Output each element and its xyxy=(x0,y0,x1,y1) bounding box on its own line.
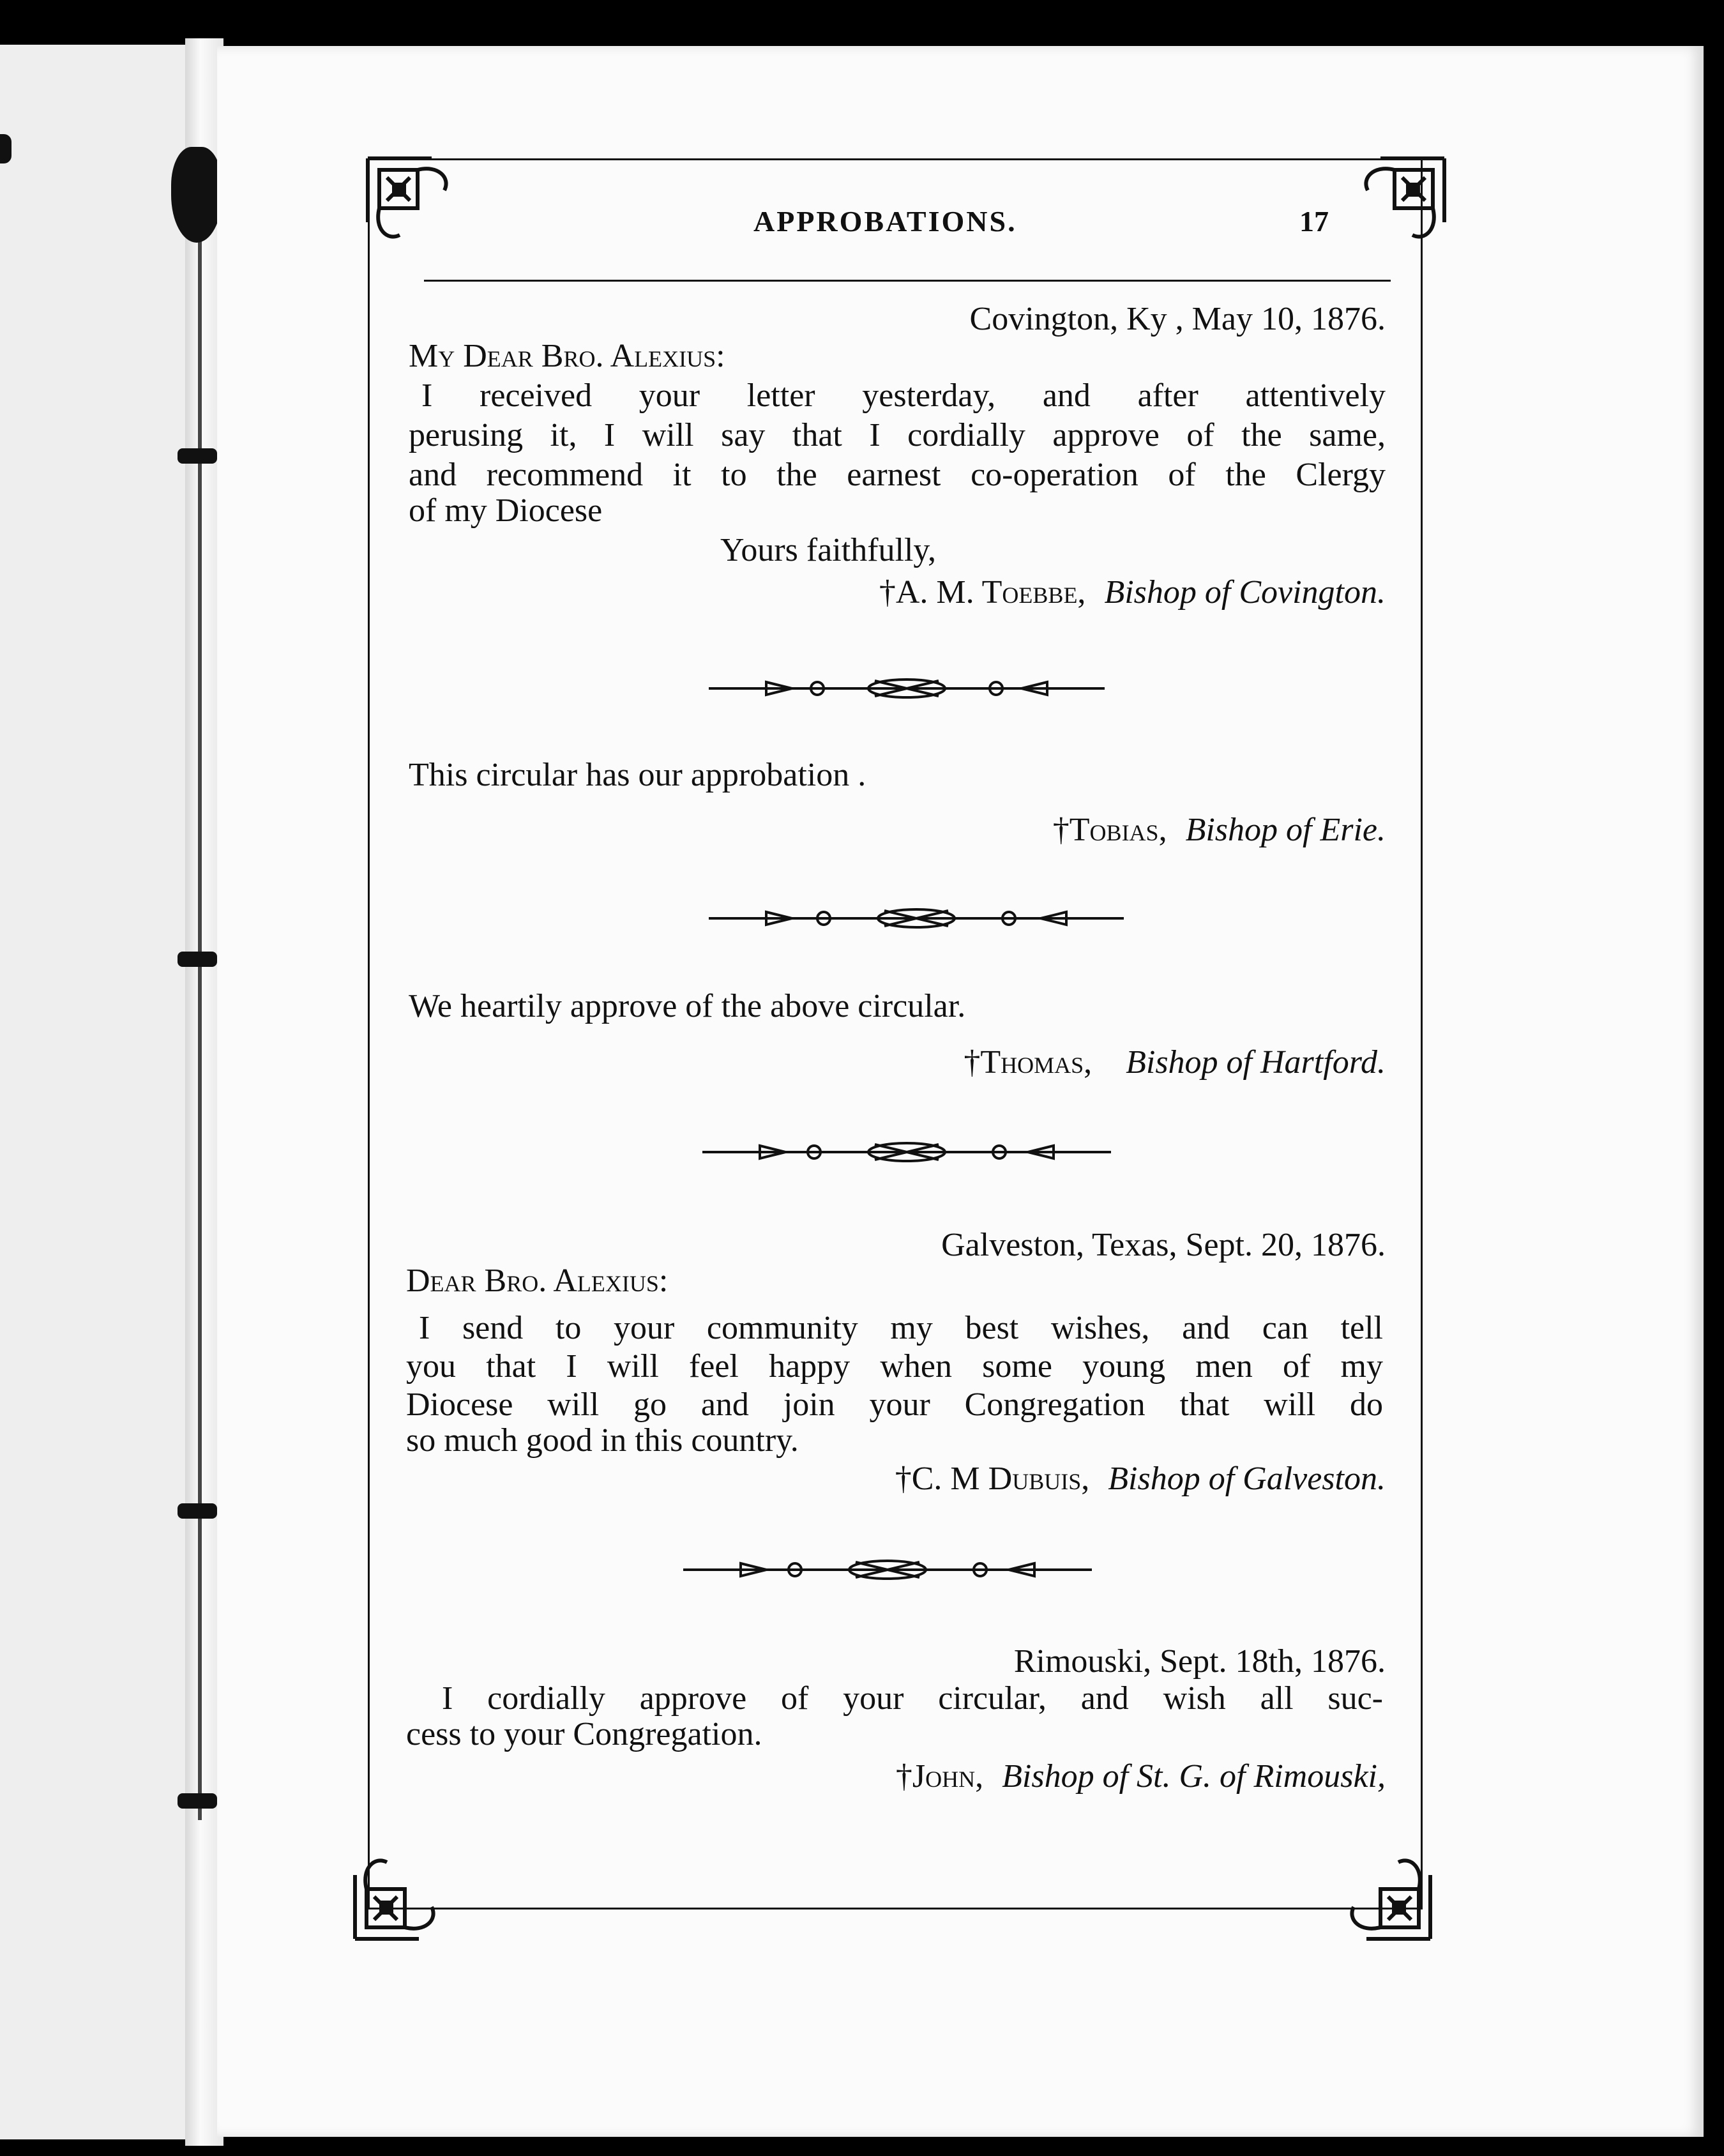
letter-1-line-4: of my Diocese xyxy=(409,492,603,529)
letter-5-signature xyxy=(409,1757,1386,1796)
binding-mark xyxy=(0,134,11,163)
letter-4-signature xyxy=(409,1460,1386,1498)
letter-5-signer-title: Bishop of St. G. of Rimouski, xyxy=(1002,1758,1386,1795)
letter-2-signer-title: Bishop of Erie. xyxy=(1185,812,1386,848)
letter-2-signature xyxy=(409,811,1386,849)
letter-2-line-1: This circular has our approbation . xyxy=(409,757,866,793)
letter-3-signature xyxy=(409,1044,1386,1082)
letter-1-signer: †A. M. Toebbe, xyxy=(879,574,1086,611)
running-title: APPROBATIONS. xyxy=(753,205,1017,238)
ornamental-divider xyxy=(709,676,1105,701)
binding-stitch xyxy=(178,952,217,967)
letter-4-line-2: you that I will feel happy when some young men of my xyxy=(406,1348,1383,1385)
binding-stitch xyxy=(178,1793,217,1809)
letter-1-signature xyxy=(409,573,1386,612)
letter-1-line-3: and recommend it to the earnest co-operation of the Clergy xyxy=(409,457,1386,493)
letter-5-place-date: Rimouski, Sept. 18th, 1876. xyxy=(1013,1643,1386,1680)
letter-4-place-date: Galveston, Texas, Sept. 20, 1876. xyxy=(941,1227,1386,1263)
corner-ornament-top-left xyxy=(355,146,483,273)
letter-4-signer: †C. M Dubuis, xyxy=(895,1461,1090,1497)
corner-ornament-bottom-right xyxy=(1315,1824,1443,1952)
letter-4-salutation: Dear Bro. Alexius: xyxy=(406,1263,669,1299)
letter-5-line-1: I cordially approve of your circular, and wish all suc- xyxy=(442,1680,1383,1717)
letter-4-line-1: I send to your community my best wishes, and can tell xyxy=(419,1310,1383,1346)
binding-stitch xyxy=(178,448,217,464)
ornamental-divider xyxy=(702,1139,1111,1165)
letter-1-closing: Yours faithfully, xyxy=(720,532,937,568)
running-head xyxy=(753,204,1392,255)
letter-3-line-1: We heartily approve of the above circular. xyxy=(409,988,966,1024)
letter-1-place-date: Covington, Ky , May 10, 1876. xyxy=(969,301,1386,337)
letter-1-line-1: I received your letter yesterday, and after attentively xyxy=(421,377,1386,414)
letter-1-line-2: perusing it, I will say that I cordially approve of the same, xyxy=(409,417,1386,453)
ornamental-divider xyxy=(683,1557,1092,1583)
corner-ornament-bottom-left xyxy=(342,1824,470,1952)
header-rule xyxy=(424,280,1391,282)
letter-4-line-4: so much good in this country. xyxy=(406,1422,799,1459)
letter-5-signer: †John, xyxy=(895,1758,984,1795)
page-number: 17 xyxy=(1299,205,1329,238)
letter-4-line-3: Diocese will go and join your Congregation that will do xyxy=(406,1386,1383,1423)
binding-blot xyxy=(171,147,222,243)
letter-3-signer: †Thomas, xyxy=(964,1044,1093,1081)
letter-3-signer-title: Bishop of Hartford. xyxy=(1126,1044,1386,1081)
letter-2-signer: †Tobias, xyxy=(1052,812,1167,848)
binding-stitch xyxy=(178,1503,217,1519)
letter-5-line-2: cess to your Congregation. xyxy=(406,1716,762,1752)
letter-4-signer-title: Bishop of Galveston. xyxy=(1108,1461,1386,1497)
letter-1-salutation: My Dear Bro. Alexius: xyxy=(409,338,725,374)
letter-1-signer-title: Bishop of Covington. xyxy=(1104,574,1386,611)
ornamental-divider xyxy=(709,906,1124,931)
facing-page-edge xyxy=(0,45,192,2139)
